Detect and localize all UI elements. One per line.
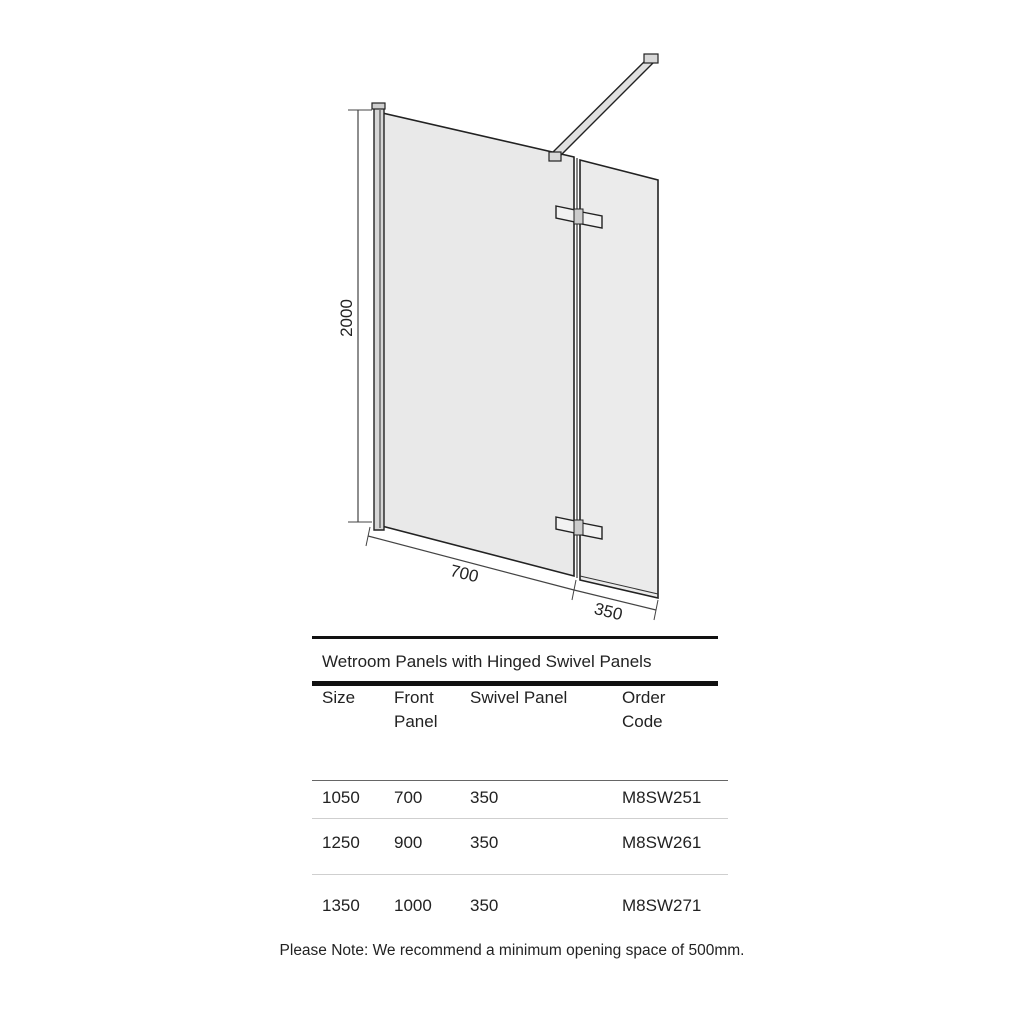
row1-order-code: M8SW251	[622, 788, 702, 807]
swivel-width-label: 350	[592, 599, 625, 625]
header-order-code-line1: Order	[622, 688, 666, 707]
opening-space-note: Please Note: We recommend a minimum opening space of 500mm.	[279, 942, 745, 959]
header-front-panel-line1: Front	[394, 688, 434, 707]
support-arm-glass-clamp	[549, 152, 561, 161]
row2-size: 1250	[322, 833, 360, 852]
row3-order-code: M8SW271	[622, 896, 702, 915]
row1-swivel: 350	[470, 788, 499, 807]
front-glass-panel	[378, 112, 574, 576]
front-width-label: 700	[448, 561, 481, 587]
row2-front: 900	[394, 833, 423, 852]
height-dimension-label: 2000	[337, 299, 356, 337]
header-size: Size	[322, 688, 356, 707]
row-divider	[312, 874, 728, 875]
row3-size: 1350	[322, 896, 360, 915]
table-title: Wetroom Panels with Hinged Swivel Panels	[322, 652, 652, 671]
header-order-code-line2: Code	[622, 712, 663, 731]
header-bottom-rule	[312, 780, 728, 781]
wall-channel-profile	[374, 108, 384, 530]
wall-channel-cap	[372, 103, 385, 109]
row-divider	[312, 818, 728, 819]
support-arm-wall-bracket	[644, 54, 658, 63]
row2-swivel: 350	[470, 833, 499, 852]
header-front-panel-line2: Panel	[394, 712, 438, 731]
table-top-rule	[312, 636, 718, 639]
support-arm	[553, 58, 654, 157]
header-swivel-panel: Swivel Panel	[470, 688, 568, 707]
row3-swivel: 350	[470, 896, 499, 915]
row1-size: 1050	[322, 788, 360, 807]
row1-front: 700	[394, 788, 423, 807]
row2-order-code: M8SW261	[622, 833, 702, 852]
row3-front: 1000	[394, 896, 432, 915]
